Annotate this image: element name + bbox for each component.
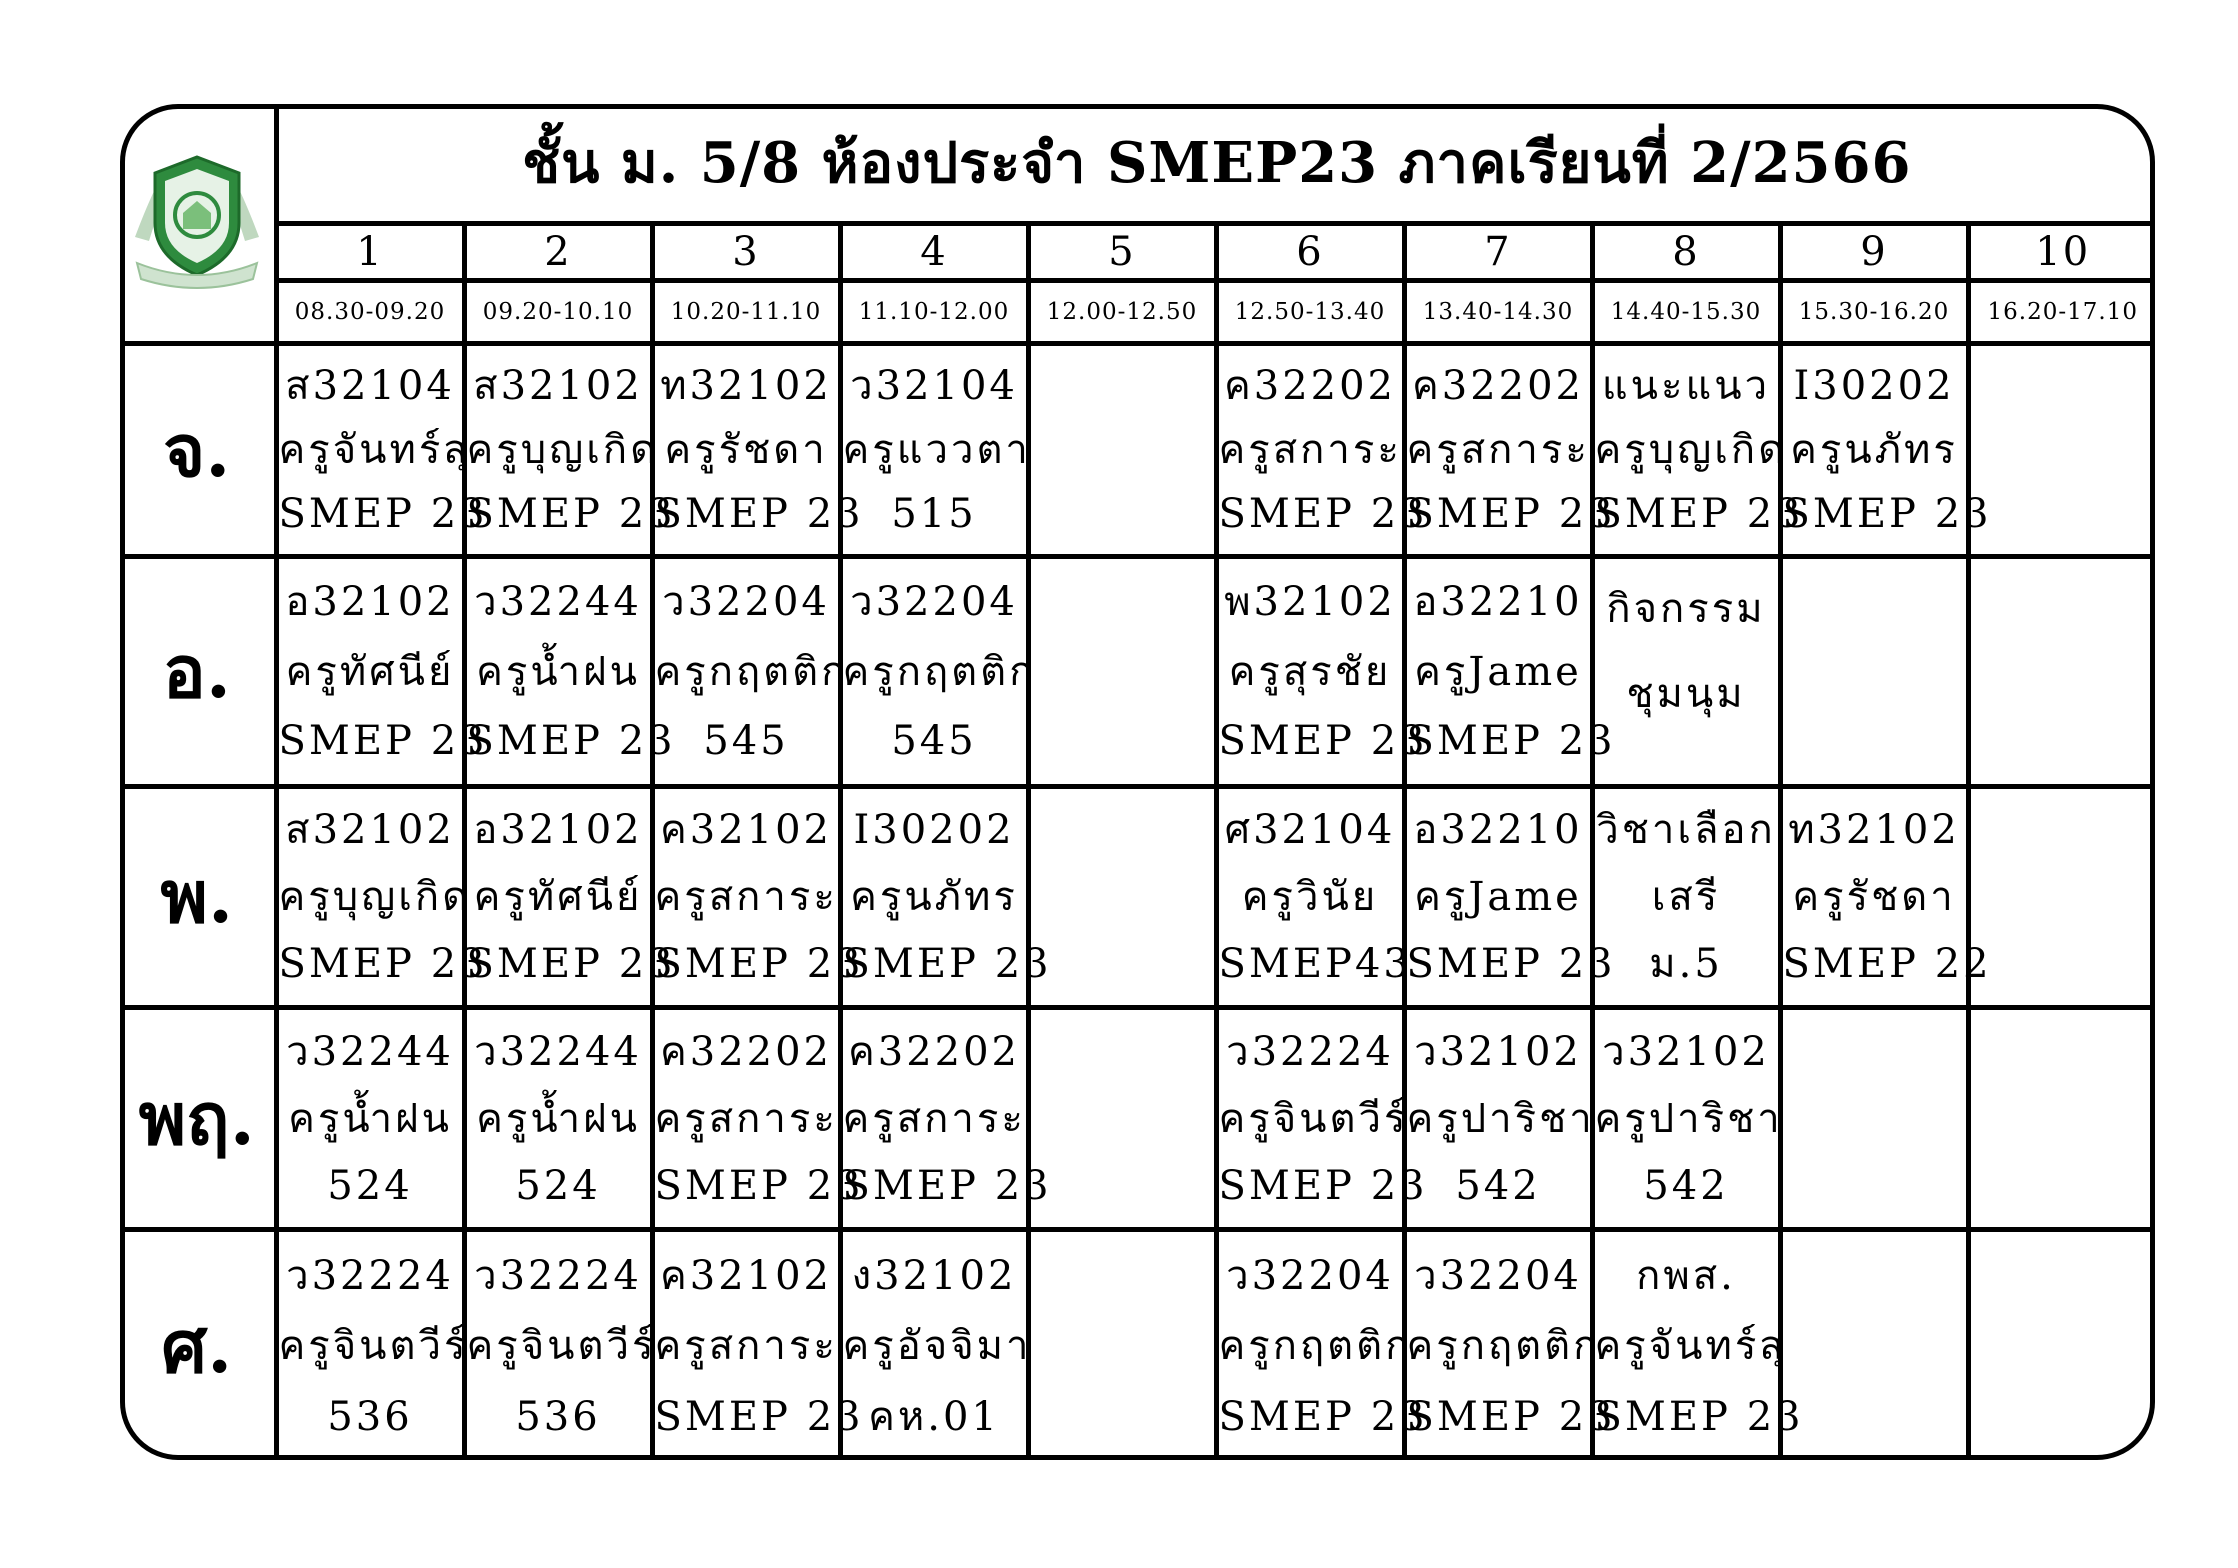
- subject-code: อ32210: [1413, 579, 1583, 626]
- schedule-cell: [276, 557, 488, 786]
- subject-code: I30202: [853, 807, 1015, 854]
- day-row: [120, 786, 2155, 1008]
- schedule-cell: [1592, 1230, 1804, 1460]
- room-label: SMEP 23: [1782, 491, 1992, 538]
- teacher-name: ครูน้ำฝน: [476, 648, 640, 695]
- teacher-name: ครูกฤตติก: [1218, 1323, 1413, 1370]
- room-label: SMEP 23: [1406, 1393, 1616, 1440]
- school-logo: [120, 104, 276, 343]
- schedule-cell: [652, 343, 864, 557]
- schedule-cell: [276, 343, 488, 557]
- subject-code: I30202: [1793, 362, 1955, 409]
- room-label: SMEP 23: [278, 717, 488, 764]
- subject-code: ง32102: [851, 1252, 1017, 1299]
- room-label: SMEP 23: [654, 940, 864, 987]
- schedule-cell: [464, 557, 676, 786]
- subject-code: ท32102: [660, 362, 832, 409]
- room-label: SMEP 23: [1406, 940, 1616, 987]
- room-label: SMEP 23: [842, 940, 1052, 987]
- subject-code: ว32204: [1414, 1252, 1582, 1299]
- teacher-name: ครูJame: [1414, 873, 1582, 920]
- schedule-cell: [652, 557, 849, 786]
- period-number: 6: [1216, 223, 1404, 280]
- subject-code: อ32102: [285, 579, 455, 626]
- room-label: SMEP 23: [1218, 717, 1428, 764]
- room-label: SMEP 23: [466, 940, 676, 987]
- teacher-name: ครูจันทร์สุ: [1594, 1323, 1787, 1370]
- teacher-name: ชุมนุม: [1626, 670, 1746, 717]
- room-label: 524: [515, 1162, 601, 1209]
- teacher-name: ครูบุญเกิด: [1594, 427, 1788, 474]
- schedule-cell: [276, 1008, 464, 1230]
- teacher-name: ครูจินตวีร์: [1218, 1095, 1409, 1142]
- teacher-name: ครูนภัทร: [1790, 427, 1958, 474]
- schedule-cell: [840, 557, 1037, 786]
- period-number: 3: [652, 223, 840, 280]
- subject-code: ว32104: [850, 362, 1018, 409]
- schedule-cell: [1592, 343, 1804, 557]
- subject-code: ว32224: [286, 1252, 454, 1299]
- subject-code: ส32104: [285, 362, 455, 409]
- room-label: SMEP 23: [466, 491, 676, 538]
- room-label: 536: [327, 1393, 413, 1440]
- schedule-cell: [1968, 343, 2155, 557]
- schedule-cell: [1780, 786, 1992, 1008]
- schedule-cell: [1404, 786, 1616, 1008]
- subject-code: ส32102: [473, 362, 643, 409]
- schedule-cell: [276, 1230, 469, 1460]
- room-label: SMEP 23: [1218, 1162, 1428, 1209]
- subject-code: กิจกรรม: [1606, 586, 1766, 633]
- period-number: 2: [464, 223, 652, 280]
- subject-code: ท32102: [1788, 807, 1960, 854]
- teacher-name: ครูบุญเกิด: [278, 873, 472, 920]
- subject-code: ส32102: [285, 807, 455, 854]
- day-label: จ.: [120, 343, 276, 557]
- schedule-cell: [1780, 1008, 1968, 1230]
- period-time: 12.00-12.50: [1028, 280, 1216, 343]
- schedule-cell: [652, 1008, 864, 1230]
- schedule-cell: [652, 1230, 864, 1460]
- schedule-cell: [840, 1230, 1032, 1460]
- room-label: SMEP 23: [278, 940, 488, 987]
- teacher-name: ครูปาริชา: [1406, 1095, 1595, 1142]
- subject-code: อ32210: [1413, 807, 1583, 854]
- schedule-cell: [464, 1230, 657, 1460]
- teacher-name: ครูรัชดา: [664, 427, 828, 474]
- subject-code: ว32224: [474, 1252, 642, 1299]
- room-label: SMEP 23: [654, 491, 864, 538]
- room-label: SMEP 23: [1594, 491, 1804, 538]
- day-label: อ.: [120, 557, 276, 786]
- teacher-name: ครูนภัทร: [850, 873, 1018, 920]
- teacher-name: ครูทัศนีย์: [285, 648, 455, 695]
- subject-code: กพส.: [1636, 1252, 1736, 1299]
- schedule-cell: [1592, 1008, 1783, 1230]
- schedule-cell: [1028, 557, 1216, 786]
- schedule-cell: [464, 786, 676, 1008]
- schedule-cell: [1404, 557, 1616, 786]
- teacher-name: ครูสการะ: [1218, 427, 1402, 474]
- teacher-name: ครูกฤตติก: [1406, 1323, 1601, 1370]
- period-number: 10: [1968, 223, 2155, 280]
- period-time: 15.30-16.20: [1780, 280, 1968, 343]
- subject-code: ค32202: [847, 1028, 1020, 1075]
- room-label: 542: [1455, 1162, 1541, 1209]
- schedule-cell: [1780, 1230, 1968, 1460]
- teacher-name: ครูสุรชัย: [1228, 648, 1392, 695]
- teacher-name: ครูสการะ: [654, 1095, 838, 1142]
- room-label: SMEP 23: [1406, 491, 1616, 538]
- schedule-cell: [1404, 1008, 1595, 1230]
- schedule-cell: [1968, 1008, 2155, 1230]
- period-time: 08.30-09.20: [276, 280, 464, 343]
- period-number: 5: [1028, 223, 1216, 280]
- schedule-cell: [1216, 786, 1412, 1008]
- room-label: คห.01: [868, 1393, 1000, 1440]
- schedule-cell: [1968, 557, 2155, 786]
- room-label: SMEP 23: [1218, 491, 1428, 538]
- subject-code: ค32202: [1223, 362, 1396, 409]
- schedule-cell: [1028, 343, 1216, 557]
- schedule-cell: [1780, 557, 1968, 786]
- room-label: SMEP 23: [654, 1162, 864, 1209]
- timetable: [120, 104, 2155, 1460]
- schedule-cell: [1592, 557, 1780, 786]
- schedule-cell: [464, 1008, 652, 1230]
- school-emblem-icon: [127, 145, 267, 295]
- subject-code: ค32102: [659, 1252, 832, 1299]
- schedule-cell: [1404, 1230, 1616, 1460]
- period-number: 1: [276, 223, 464, 280]
- period-time: 11.10-12.00: [840, 280, 1028, 343]
- room-label: SMEP 23: [466, 717, 676, 764]
- schedule-cell: [1968, 1230, 2155, 1460]
- subject-code: พ32102: [1224, 579, 1396, 626]
- schedule-cell: [1404, 343, 1616, 557]
- room-label: SMEP 23: [278, 491, 488, 538]
- subject-code: ค32202: [659, 1028, 832, 1075]
- schedule-cell: [840, 786, 1052, 1008]
- page-title: ชั้น ม. 5/8 ห้องประจำ SMEP23 ภาคเรียนที่ 2/2566: [276, 104, 2155, 223]
- teacher-name: ครูรัชดา: [1792, 873, 1956, 920]
- teacher-name: ครูกฤตติก: [842, 648, 1037, 695]
- period-time: 14.40-15.30: [1592, 280, 1780, 343]
- subject-code: ว32204: [1226, 1252, 1394, 1299]
- schedule-cell: [1216, 557, 1428, 786]
- period-number: 4: [840, 223, 1028, 280]
- subject-code: ว32244: [286, 1028, 454, 1075]
- schedule-cell: [1592, 786, 1780, 1008]
- subject-code: วิชาเลือก: [1596, 807, 1776, 854]
- schedule-cell: [1968, 786, 2155, 1008]
- schedule-cell: [652, 786, 864, 1008]
- teacher-name: ครูน้ำฝน: [476, 1095, 640, 1142]
- room-label: 536: [515, 1393, 601, 1440]
- room-label: SMEP 23: [1218, 1393, 1428, 1440]
- subject-code: แนะแนว: [1601, 362, 1771, 409]
- teacher-name: ครูสการะ: [842, 1095, 1026, 1142]
- period-time: 16.20-17.10: [1968, 280, 2155, 343]
- day-row: [120, 1230, 2155, 1460]
- schedule-cell: [276, 786, 488, 1008]
- subject-code: ว32244: [474, 1028, 642, 1075]
- schedule-cell: [840, 1008, 1052, 1230]
- teacher-name: ครูกฤตติก: [654, 648, 849, 695]
- teacher-name: ครูสการะ: [654, 873, 838, 920]
- room-label: SMEP43: [1218, 940, 1412, 987]
- period-time: 10.20-11.10: [652, 280, 840, 343]
- teacher-name: ครูสการะ: [654, 1323, 838, 1370]
- schedule-cell: [1216, 1230, 1428, 1460]
- teacher-name: ครูแววตา: [842, 427, 1031, 474]
- room-label: SMEP 23: [1406, 717, 1616, 764]
- period-number: 9: [1780, 223, 1968, 280]
- room-label: SMEP 23: [842, 1162, 1052, 1209]
- timetable-frame: [120, 104, 2155, 1460]
- day-label: พฤ.: [120, 1008, 276, 1230]
- teacher-name: ครูปาริชา: [1594, 1095, 1783, 1142]
- room-label: 545: [703, 717, 789, 764]
- subject-code: ว32102: [1414, 1028, 1582, 1075]
- teacher-name: ครูสการะ: [1406, 427, 1590, 474]
- room-label: SMEP 23: [1594, 1393, 1804, 1440]
- teacher-name: ครูอัจจิมา: [842, 1323, 1032, 1370]
- subject-code: ค32202: [1411, 362, 1584, 409]
- teacher-name: ครูจินตวีร์: [466, 1323, 657, 1370]
- teacher-name: ครูJame: [1414, 648, 1582, 695]
- room-label: 515: [891, 491, 977, 538]
- subject-code: ว32204: [662, 579, 830, 626]
- teacher-name: ครูวินัย: [1241, 873, 1379, 920]
- period-number: 8: [1592, 223, 1780, 280]
- day-row: [120, 343, 2155, 557]
- schedule-cell: [1216, 343, 1428, 557]
- schedule-cell: [1028, 786, 1216, 1008]
- schedule-cell: [464, 343, 676, 557]
- teacher-name: เสรี: [1651, 873, 1721, 920]
- teacher-name: ครูจันทร์สุ: [278, 427, 471, 474]
- teacher-name: ครูจินตวีร์: [278, 1323, 469, 1370]
- subject-code: ว32204: [850, 579, 1018, 626]
- room-label: 545: [891, 717, 977, 764]
- period-time: 09.20-10.10: [464, 280, 652, 343]
- schedule-cell: [1028, 1230, 1216, 1460]
- room-label: ม.5: [1649, 940, 1723, 987]
- schedule-cell: [1216, 1008, 1428, 1230]
- schedule-cell: [1780, 343, 1992, 557]
- room-label: SMEP 22: [1782, 940, 1992, 987]
- teacher-name: ครูบุญเกิด: [466, 427, 660, 474]
- room-label: SMEP 23: [654, 1393, 864, 1440]
- teacher-name: ครูน้ำฝน: [288, 1095, 452, 1142]
- subject-code: ศ32104: [1224, 807, 1396, 854]
- period-time: 12.50-13.40: [1216, 280, 1404, 343]
- period-time: 13.40-14.30: [1404, 280, 1592, 343]
- subject-code: ว32244: [474, 579, 642, 626]
- subject-code: ว32224: [1226, 1028, 1394, 1075]
- teacher-name: ครูทัศนีย์: [473, 873, 643, 920]
- schedule-cell: [840, 343, 1031, 557]
- day-row: [120, 1008, 2155, 1230]
- day-label: ศ.: [120, 1230, 276, 1460]
- subject-code: ค32102: [659, 807, 832, 854]
- day-label: พ.: [120, 786, 276, 1008]
- subject-code: อ32102: [473, 807, 643, 854]
- day-row: [120, 557, 2155, 786]
- schedule-cell: [1028, 1008, 1216, 1230]
- period-number: 7: [1404, 223, 1592, 280]
- subject-code: ว32102: [1602, 1028, 1770, 1075]
- room-label: 542: [1643, 1162, 1729, 1209]
- room-label: 524: [327, 1162, 413, 1209]
